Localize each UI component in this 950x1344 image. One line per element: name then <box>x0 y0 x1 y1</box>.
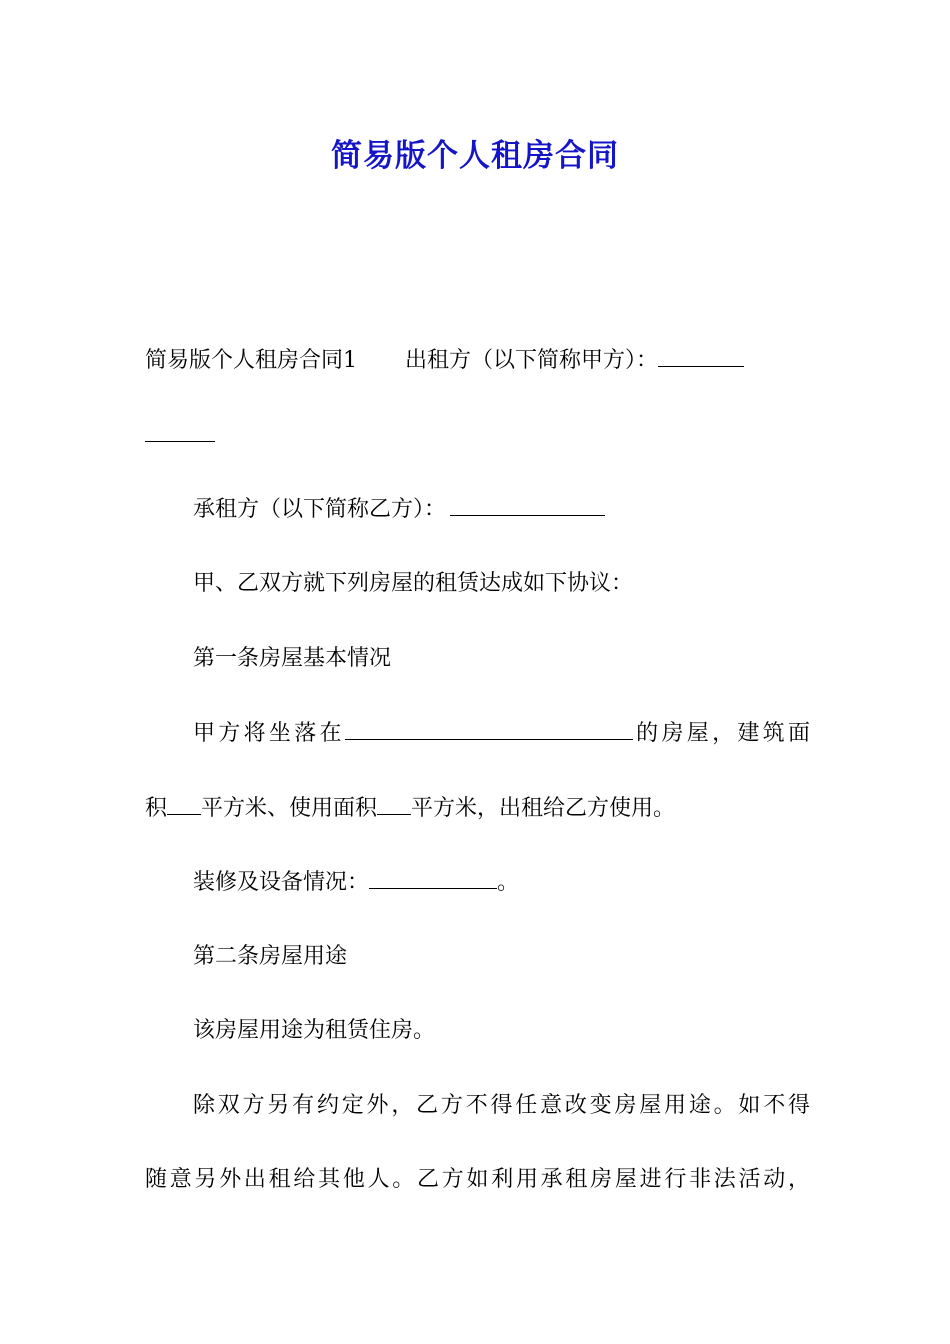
area-label: 的房屋，建筑面 <box>632 721 810 746</box>
fixtures-label: 装修及设备情况： <box>193 870 370 895</box>
location-label: 甲方将坐落在 <box>193 721 345 746</box>
lessor-label: 出租方（以下简称甲方）： <box>405 348 659 373</box>
paragraph-line-7 <box>145 793 810 824</box>
lessee-blank <box>450 494 605 516</box>
paragraph-line-6 <box>193 718 810 749</box>
document-title: 简易版个人租房合同 <box>331 138 619 174</box>
usable-area-label: 平方米、使用面积 <box>201 796 378 821</box>
paragraph-line-2 <box>145 420 810 451</box>
paragraph-line-3 <box>193 494 810 525</box>
section-heading-2: 第二条房屋用途 <box>193 944 348 969</box>
lessor-blank <box>658 345 744 367</box>
period: 。 <box>497 870 520 895</box>
location-blank <box>345 718 633 740</box>
fixtures-blank <box>369 867 497 889</box>
building-area-blank <box>167 793 201 815</box>
paragraph-line-10: 该房屋用途为租赁住房。 <box>193 1018 436 1043</box>
usable-area-blank <box>377 793 411 815</box>
paragraph-line-12: 随意另外出租给其他人。乙方如利用承租房屋进行非法活动， <box>145 1167 810 1192</box>
section-heading-1: 第一条房屋基本情况 <box>193 646 392 671</box>
lease-usage-text: 平方米，出租给乙方使用。 <box>411 796 676 821</box>
lessee-label: 承租方（以下简称乙方）： <box>193 497 447 522</box>
paragraph-line-11: 除双方另有约定外，乙方不得任意改变房屋用途。如不得 <box>193 1093 810 1118</box>
contract-heading-inline: 简易版个人租房合同1 <box>145 348 357 373</box>
paragraph-line-4: 甲、乙双方就下列房屋的租赁达成如下协议： <box>193 571 634 596</box>
paragraph-line-1 <box>145 345 810 376</box>
paragraph-line-8 <box>193 867 810 898</box>
area-label-continued: 积 <box>145 796 168 821</box>
lessor-blank-continued <box>145 420 215 442</box>
